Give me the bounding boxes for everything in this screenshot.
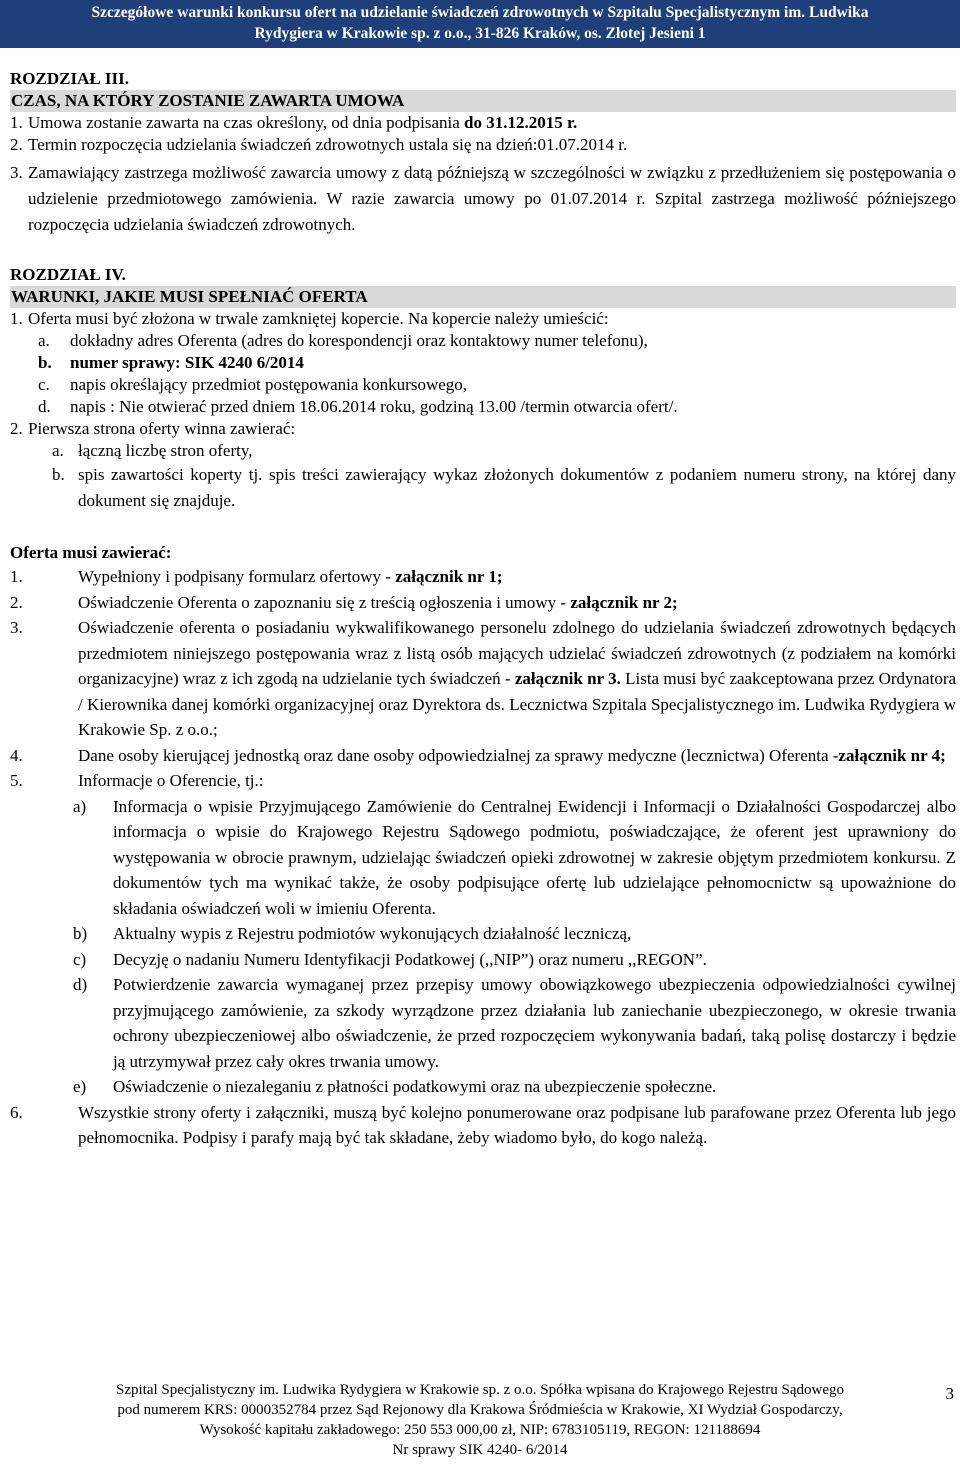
offer-item-1 xyxy=(10,564,956,590)
offer-contents-title: Oferta musi zawierać: xyxy=(10,543,172,562)
item-text-continued: Lista musi być zaakceptowana przez Ordynatora / Kierownika danej komórki organizacyjnej oraz Dyrektora ds. Lecznictwa Szpitala Specjalistycznego im. Ludwika Rydygiera w Krakowie Sp. z o.o.; xyxy=(78,669,957,739)
envelope-item-b xyxy=(10,352,956,374)
item-text: Decyzję o nadaniu Numeru Identyfikacji Podatkowej (,,NIP”) oraz numeru ,,REGON”. xyxy=(113,949,707,969)
item-number: 3. xyxy=(10,163,23,182)
item-attachment: załącznik nr 3. xyxy=(514,669,621,688)
header-line-2: Rydygiera w Krakowie sp. z o.o., 31-826 Kraków, os. Złotej Jesieni 1 xyxy=(254,25,706,42)
page-content xyxy=(10,68,956,1151)
footer-line-4: Nr sprawy SIK 4240- 6/2014 xyxy=(392,1442,568,1458)
item-text: Pierwsza strona oferty winna zawierać: xyxy=(28,419,296,438)
item-text: Dane osoby kierującej jednostką oraz dane osoby odpowiedzialnej za sprawy medyczne (lecznictwa) Oferenta - xyxy=(78,745,839,765)
item-letter: c) xyxy=(73,949,87,969)
item-text: Aktualny wypis z Rejestru podmiotów wykonujących działalność leczniczą, xyxy=(113,924,632,943)
item-bold-date: do 31.12.2015 r. xyxy=(464,113,578,132)
item-text: Wypełniony i podpisany formularz ofertowy - xyxy=(78,567,391,586)
item-attachment: załącznik nr 2; xyxy=(570,592,678,612)
item-text: Termin rozpoczęcia udzielania świadczeń zdrowotnych ustala się na dzień:01.07.2014 r. xyxy=(28,135,628,154)
item-number: 1. xyxy=(10,113,23,132)
item-letter: d) xyxy=(73,975,88,994)
first-page-item-a xyxy=(10,440,956,462)
item-text: dokładny adres Oferenta (adres do korespondencji oraz kontaktowy numer telefonu), xyxy=(70,331,648,350)
item-letter: a. xyxy=(38,331,50,350)
offer-item-5a xyxy=(10,794,956,922)
document-header xyxy=(0,0,960,48)
item-text: napis : Nie otwierać przed dniem 18.06.2014 roku, godziną 13.00 /termin otwarcia ofert/. xyxy=(70,397,678,416)
item-text: Umowa zostanie zawarta na czas określony, od dnia podpisania xyxy=(28,113,460,132)
chapter-4-heading: WARUNKI, JAKIE MUSI SPEŁNIAĆ OFERTA xyxy=(10,286,956,308)
offer-item-5e xyxy=(10,1074,956,1100)
item-text: Oświadczenie Oferenta o zapoznaniu się z treścią ogłoszenia i umowy - xyxy=(78,592,567,612)
chapter-3-item-1 xyxy=(10,112,956,134)
item-text: Zamawiający zastrzega możliwość zawarcia umowy z datą późniejszą w szczególności w związku z przedłużeniem się postępowania o udzielenie przedmiotowego zamówienia. W razie zawarcia umowy po 01.07.2014 r. Szpital zastrzega możliwość późniejszego rozpoczęcia udzielania świadczeń zdrowotnych. xyxy=(28,163,956,234)
item-text: Potwierdzenie zawarcia wymaganej przez przepisy umowy obowiązkowego ubezpieczenia odpowiedzialności cywilnej przyjmującego zamówienie, za szkody wyrządzone przez działania lub zaniechanie ubezpieczonego, w okresie trwania ochrony ubezpieczeniowej albo oświadczenie, że przed rozpoczęciem wykonywania badań, taką polisę dostarczy i będzie ją utrzymywał przez cały okres trwania umowy. xyxy=(113,975,956,1071)
envelope-item-d xyxy=(10,396,956,418)
chapter-4-item-2 xyxy=(10,418,956,440)
envelope-item-a xyxy=(10,330,956,352)
item-letter: e) xyxy=(73,1077,87,1096)
item-number: 1. xyxy=(10,567,23,586)
item-number: 3. xyxy=(10,618,23,637)
item-attachment: załącznik nr 1; xyxy=(395,567,503,586)
item-letter: c. xyxy=(38,375,50,394)
item-number: 5. xyxy=(10,771,23,790)
item-number: 2. xyxy=(10,592,23,612)
item-letter: b) xyxy=(73,924,88,943)
item-text: Informacje o Oferencie, tj.: xyxy=(78,771,264,790)
page-number: 3 xyxy=(945,1384,954,1403)
chapter-4-title: ROZDZIAŁ IV. xyxy=(10,265,126,284)
item-text: napis określający przedmiot postępowania konkursowego, xyxy=(70,375,468,394)
item-text: Oświadczenie oferenta o posiadaniu wykwalifikowanego personelu zdolnego do udzielania świadczeń zdrowotnych będących przedmiotem niniejszego postępowania wraz z listą osób mających udzielać świadczeń zdrowotnych (z podziałem na komórki organizacyjne) wraz z ich zgodą na udzielanie tych świadczeń - xyxy=(78,618,956,688)
chapter-3-item-2 xyxy=(10,134,956,156)
item-letter: b. xyxy=(52,465,65,484)
item-text: Informacja o wpisie Przyjmującego Zamówienie do Centralnej Ewidencji i Informacji o Działalności Gospodarczej albo informacja o wpisie do Krajowego Rejestru Sądowego podmiotu, poświadczające, że oferent jest uprawniony do występowania w obrocie prawnym, udzielając świadczeń opieki zdrowotnej w zakresie objętym przedmiotem konkursu. Z dokumentów tych ma wynikać także, że osoby podpisujące ofertę lub udzielające pełnomocnictw są upoważnione do składania oświadczeń woli w imieniu Oferenta. xyxy=(113,796,956,918)
offer-item-4 xyxy=(10,743,956,769)
footer-line-3: Wysokość kapitału zakładowego: 250 553 000,00 zł, NIP: 6783105119, REGON: 121188694 xyxy=(199,1422,761,1438)
item-text: Oświadczenie o niezaleganiu z płatności podatkowymi oraz na ubezpieczenie społeczne. xyxy=(113,1077,717,1096)
item-number: 1. xyxy=(10,309,23,328)
chapter-3-title: ROZDZIAŁ III. xyxy=(10,69,130,88)
item-text: łączną liczbę stron oferty, xyxy=(78,441,253,460)
offer-item-5 xyxy=(10,768,956,794)
offer-item-5b xyxy=(10,921,956,947)
offer-item-3 xyxy=(10,615,956,743)
chapter-3-item-3 xyxy=(10,160,956,238)
item-number: 2. xyxy=(10,135,23,154)
offer-item-5d xyxy=(10,972,956,1074)
item-letter: b. xyxy=(38,353,52,372)
item-letter: a) xyxy=(73,796,87,816)
offer-item-6 xyxy=(10,1100,956,1151)
item-text: numer sprawy: SIK 4240 6/2014 xyxy=(70,353,304,372)
item-text: Wszystkie strony oferty i załączniki, muszą być kolejno ponumerowane oraz podpisane lub parafowane przez Oferenta lub jego pełnomocnika. Podpisy i parafy mają być tak składane, żeby wiadomo było, do kogo należą. xyxy=(78,1102,956,1147)
item-attachment: załącznik nr 4; xyxy=(838,745,946,765)
offer-item-2 xyxy=(10,590,956,616)
item-letter: a. xyxy=(52,441,64,460)
footer-line-1: Szpital Specjalistyczny im. Ludwika Rydygiera w Krakowie sp. z o.o. Spółka wpisana do Krajowego Rejestru Sądowego xyxy=(116,1382,844,1398)
item-text: Oferta musi być złożona w trwale zamkniętej kopercie. Na kopercie należy umieścić: xyxy=(28,309,609,328)
envelope-item-c xyxy=(10,374,956,396)
header-line-1: Szczegółowe warunki konkursu ofert na udzielanie świadczeń zdrowotnych w Szpitalu Specjalistycznym im. Ludwika xyxy=(91,4,869,21)
item-number: 6. xyxy=(10,1102,23,1122)
offer-item-5c xyxy=(10,947,956,973)
first-page-item-b xyxy=(10,462,956,514)
chapter-4-item-1 xyxy=(10,308,956,330)
footer-line-2: pod numerem KRS: 0000352784 przez Sąd Rejonowy dla Krakowa Śródmieścia w Krakowie, XI Wydział Gospodarczy, xyxy=(117,1402,843,1418)
chapter-3-heading: CZAS, NA KTÓRY ZOSTANIE ZAWARTA UMOWA xyxy=(10,90,956,112)
item-text: spis zawartości koperty tj. spis treści zawierający wykaz złożonych dokumentów z podaniem numeru strony, na której dany dokument się znajduje. xyxy=(78,465,956,510)
document-footer xyxy=(0,1380,960,1460)
item-number: 2. xyxy=(10,419,23,438)
item-number: 4. xyxy=(10,745,23,765)
item-letter: d. xyxy=(38,397,51,416)
